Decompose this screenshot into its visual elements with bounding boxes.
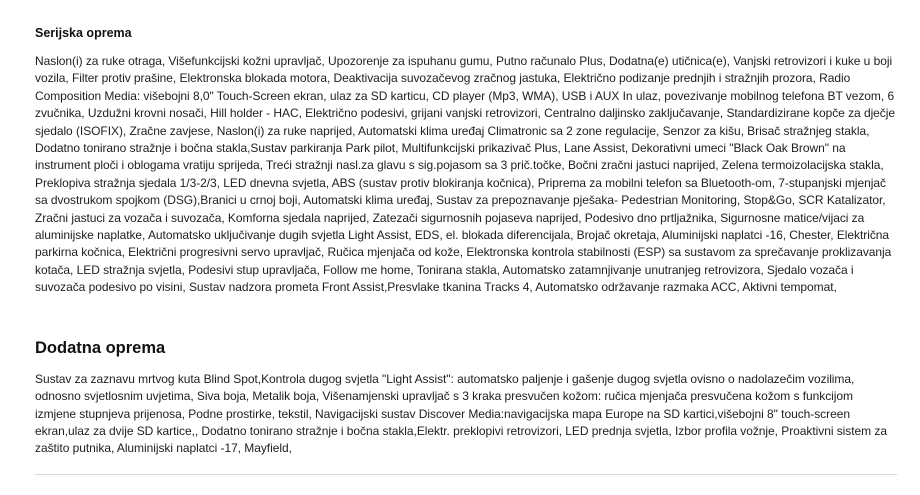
equipment-container: [35, 24, 897, 458]
standard-equipment-section: [35, 24, 897, 297]
optional-equipment-section: [35, 337, 897, 458]
standard-equipment-list: Naslon(i) za ruke otraga, Višefunkcijski kožni upravljač, Upozorenje za ispuhanu gumu, Putno računalo Plus, Dodatna(e) utičnica(e), Vanjski retrovizori i kuke u boji vozila, Filter protiv prašine, Elektronska blokada motora, Deaktivacija suvozačevog zračnog jastuka, Električno podizanje prednjih i stražnjih prozora, Radio Composition Media: višebojni 8,0" Touch-Screen ekran, ulaz za SD karticu, CD player (Mp3, WMA), USB i AUX In ulaz, povezivanje mobilnog telefona BT vezom, 6 zvučnika, Uzdužni krovni nosači, Hill holder - HAC, Električno podesivi, grijani vanjski retrovizori, Centralno daljinsko zaključavanje, Standardizirane kopče za dječje sjedalo (ISOFIX), Zračne zavjese, Naslon(i) za ruke naprijed, Automatski klima uređaj Climatronic sa 2 zone regulacije, Senzor za kišu, Brisač stražnjeg stakla, Dodatno tonirano stražnje i bočna stakla,Sustav parkiranja Park pilot, Multifunkcijski prikazivač Plus, Lane Assist, Dekorativni umeci "Black Oak Brown" na instrument ploči i oblogama vratiju sprijeda, Treći stražnji nasl.za glavu s sig.pojasom sa 3 prič.točke, Bočni zračni jastuci naprijed, Zelena termoizolacijska stakla, Preklopiva stražnja sjedala 1/3-2/3, LED dnevna svjetla, ABS (sustav protiv blokiranja kočnica), Pripremа za mobilni telefon sa Bluetooth-om, 7-stupanjski mjenjač sa dvostrukom spojkom (DSG),Branici u crnoj boji, Automatski klima uređaj, Sustav za prepoznavanje pješaka- Pedestrian Monitoring, Stop&Go, SCR Katalizator, Zračni jastuci za vozača i suvozača, Komforna sjedala naprijed, Zatezači sigurnosnih pojaseva naprijed, Podesivo dno prtljažnika, Sigurnosne matice/vijaci za aluminijske naplatke, Automatsko uključivanje dugih svjetla Light Assist, EDS, el. blokada diferencijala, Brojač okretaja, Aluminijski naplatci -16, Chester, Električna parkirna kočnica, Električni progresivni servo upravljač, Ručica mjenjača od kože, Elektronska kontrola stabilnosti (ESP) sa sustavom za sprečavanje proklizavanja kotača, LED stražnja svjetla, Podesivi stup upravljača, Follow me home, Tonirana stakla, Automatsko zatamnjivanje unutranjeg retrovizora, Sjedalo vozača i suvozača podesivo po visini, Sustav nadzora prometa Front Assist,Presvlake tkanina Tracks 4, Automatsko održavanje razmaka ACC, Aktivni tempomat,: [35, 54, 895, 295]
optional-equipment-title: Dodatna oprema: [35, 338, 166, 357]
optional-equipment-list: Sustav za zaznavu mrtvog kuta Blind Spot,Kontrola dugog svjetla "Light Assist": automatsko paljenje i gašenje dugog svjetla ovisno o nadolazečim vozilima, odnosno svjetlosnim uvjetima, Siva boja, Metalik boja, Višenamjenski upravljač s 3 kraka presvučen kožom: ručica mjenjača presvučena kožom s funkcijom izmjene stupnjeva prijenosa, Podne prostirke, tekstil, Navigacijski sustav Discover Media:navigacijska mapa Europe na SD kartici,višebojni 8" touch-screen ekran,ulaz za dvije SD kartice,, Dodatno tonirano stražnje i bočna stakla,Elektr. preklopivi retrovizori, LED prednja svjetla, Izbor profila vožnje, Proaktivni sistem za zaštito putnika, Aluminijski naplatci -17, Mayfield,: [35, 371, 887, 456]
bottom-divider: [35, 474, 897, 475]
standard-equipment-title: Serijska oprema: [35, 26, 132, 40]
